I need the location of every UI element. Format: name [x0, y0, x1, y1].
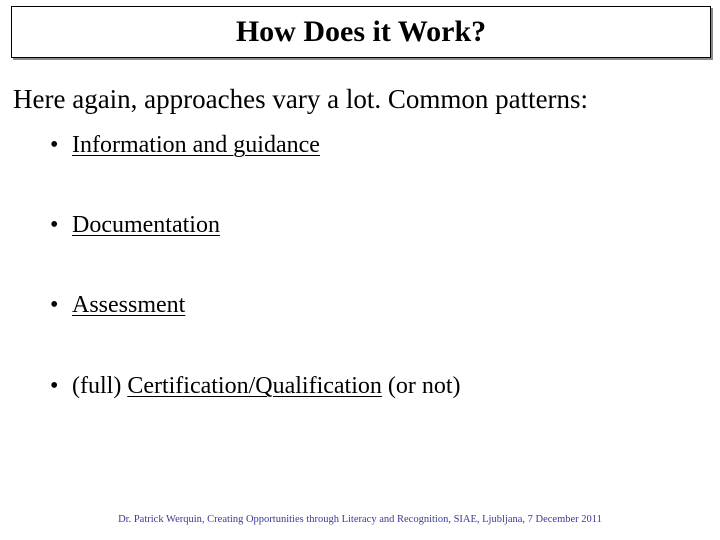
bullet-dot: • — [50, 212, 59, 238]
bullet-text: Documentation — [72, 212, 220, 238]
bullet-text: Assessment — [72, 292, 186, 318]
bullet-item-assessment — [50, 293, 185, 317]
slide-title-box — [11, 6, 711, 58]
slide-title: How Does it Work? — [235, 15, 487, 48]
slide-footer: Dr. Patrick Werquin, Creating Opportunities through Literacy and Recognition, SIAE, Ljubljana, 7 December 2011 — [118, 514, 602, 525]
bullet-text: Information and guidance — [72, 132, 320, 158]
bullet-text: Certification/Qualification — [127, 373, 382, 399]
bullet-item-documentation — [50, 213, 220, 237]
bullet-item-information — [50, 133, 320, 157]
bullet-item-certification — [50, 374, 461, 398]
intro-text: Here again, approaches vary a lot. Common patterns: — [13, 84, 589, 114]
bullet-prefix: (full) — [72, 373, 128, 399]
bullet-suffix: (or not) — [381, 373, 461, 399]
bullet-dot: • — [50, 292, 59, 318]
bullet-dot: • — [50, 373, 59, 399]
bullet-dot: • — [50, 132, 59, 158]
